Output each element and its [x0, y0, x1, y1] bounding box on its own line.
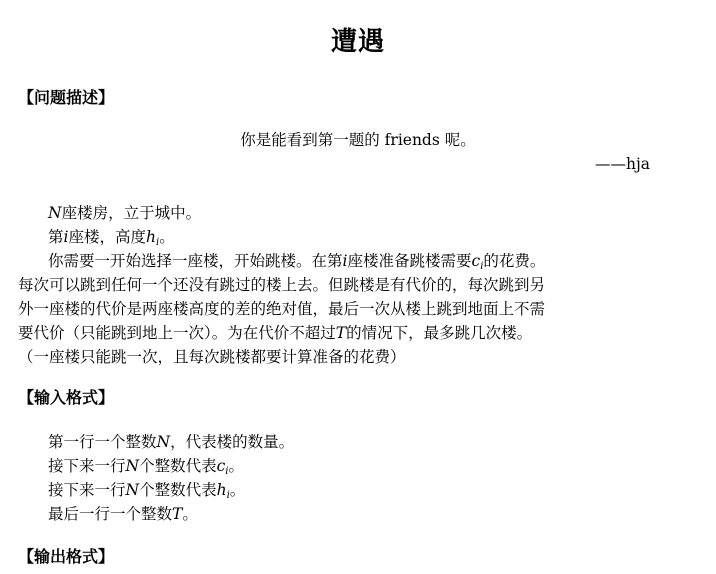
text-span: 。: [182, 505, 198, 523]
math-var: T: [172, 505, 183, 523]
description-line-6: [18, 321, 532, 345]
math-subscript: i: [480, 261, 484, 272]
text-span: 。: [159, 228, 175, 246]
input-line-1: [48, 430, 294, 454]
math-var: c: [471, 252, 481, 270]
input-line-2: [48, 454, 244, 478]
input-line-3: [48, 478, 245, 502]
description-line-3: [48, 249, 545, 273]
text-span: 。: [228, 457, 244, 475]
description-line-5: 外一座楼的代价是两座楼高度的差的绝对值，最后一次从楼上跳到地面上不需: [18, 300, 546, 318]
math-var: N: [125, 481, 140, 499]
math-var: h: [216, 481, 227, 499]
description-line-2: [48, 225, 175, 249]
text-span: 的花费。: [483, 252, 546, 270]
text-span: 你需要一开始选择一座楼，开始跳楼。在第: [48, 252, 343, 270]
text-span: 座楼房，立于城中。: [61, 204, 202, 222]
section-heading-description: 【问题描述】: [18, 88, 115, 107]
text-span: 接下来一行: [48, 481, 126, 499]
text-span: 座楼准备跳楼需要: [347, 252, 472, 270]
math-var: N: [48, 204, 62, 222]
text-span: 最后一行一个整数: [48, 505, 173, 523]
problem-title: 遭遇: [330, 27, 385, 57]
math-var: N: [125, 457, 140, 475]
epigraph-quote: 你是能看到第一题的 friends 呢。: [240, 131, 476, 149]
text-span: ，代表楼的数量。: [170, 433, 295, 451]
description-line-4: 每次可以跳到任何一个还没有跳过的楼上去。但跳楼是有代价的，每次跳到另: [18, 276, 546, 294]
section-heading-input: 【输入格式】: [18, 388, 115, 407]
text-span: 要代价（只能跳到地上一次）。为在代价不超过: [18, 324, 336, 342]
math-subscript: i: [226, 490, 230, 501]
description-line-1: [48, 201, 201, 225]
section-heading-output: 【输出格式】: [18, 547, 115, 566]
epigraph-attribution: ——hja: [594, 155, 650, 173]
text-span: 第一行一个整数: [48, 433, 157, 451]
text-span: 。: [229, 481, 246, 499]
text-span: 座楼，高度: [68, 228, 146, 246]
text-span: 第: [48, 228, 64, 246]
math-var: h: [146, 228, 156, 246]
text-span: 个整数代表: [139, 457, 217, 475]
math-var: i: [63, 228, 69, 246]
input-line-4: [48, 502, 198, 526]
math-subscript: i: [155, 237, 160, 248]
text-span: 的情况下，最多跳几次楼。: [346, 324, 533, 342]
math-var: i: [342, 252, 348, 270]
math-subscript: i: [225, 466, 229, 477]
math-var: N: [156, 433, 171, 451]
text-span: 个整数代表: [139, 481, 217, 499]
math-var: c: [216, 457, 226, 475]
description-line-7: （一座楼只能跳一次，且每次跳楼都要计算准备的花费）: [18, 348, 406, 366]
text-span: 接下来一行: [48, 457, 126, 475]
math-var: T: [335, 324, 347, 342]
